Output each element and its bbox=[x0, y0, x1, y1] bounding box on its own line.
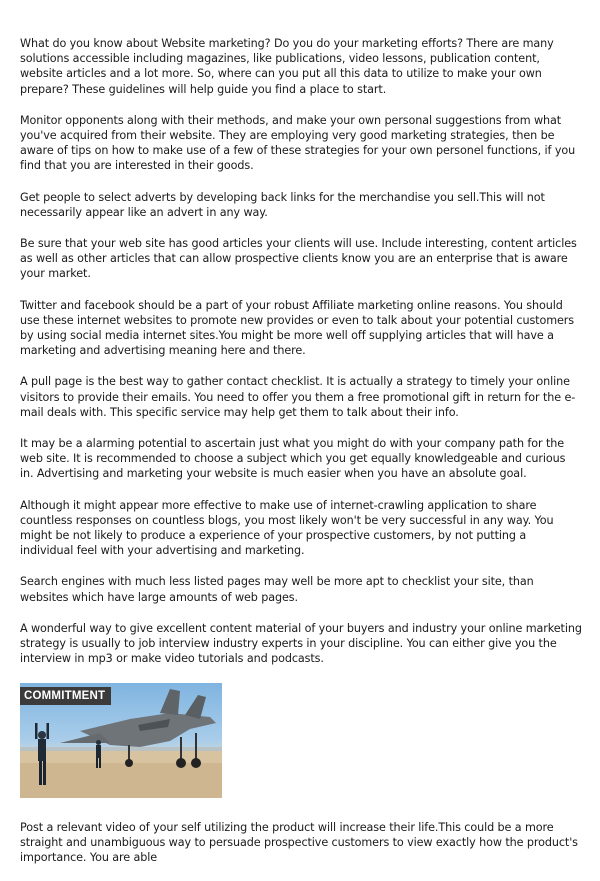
paragraph-10: A wonderful way to give excellent content material of your buyers and industry your online marketing strategy is usually to job interview industry experts in your discipline. You can either give you the interview in mp3 or make video tutorials and podcasts. bbox=[20, 621, 582, 666]
paragraph-7: It may be a alarming potential to ascertain just what you might do with your company path for the web site. It is recommended to choose a subject which you get equally knowledgeable and curious in. Advertising and marketing your website is much easier when you have an absolute goal. bbox=[20, 437, 566, 481]
paragraph-6: A pull page is the best way to gather contact checklist. It is actually a strategy to timely your online visitors to provide their emails. You need to offer you them a free promotional gift in return for the e-mail deals with. This specific service may help get them to talk about their info. bbox=[20, 375, 576, 419]
paragraph-3: Get people to select adverts by developing back links for the merchandise you sell.This will not necessarily appear like an advert in any way. bbox=[20, 190, 545, 219]
paragraph-1: What do you know about Website marketing? Do you do your marketing efforts? There are many solutions accessible including magazines, like publications, video lessons, publication content, website articles and a lot more. So, where can you put all this data to utilize to make your own prepare? These guidelines will help guide you find a place to start. bbox=[20, 37, 554, 96]
article-image bbox=[20, 683, 222, 798]
paragraph-2: Monitor opponents along with their methods, and make your own personal suggestions from what you've acquired from their website. They are employing very good marketing strategies, then be aware of tips on how to make use of a few of these strategies for your own personel functions, if you find that you are interested in their goods. bbox=[20, 113, 576, 173]
paragraph-final: Post a relevant video of your self utilizing the product will increase their life.This could be a more straight and unambiguous way to persuade prospective customers to view exactly how the product's importance. You are able bbox=[20, 820, 578, 864]
paragraph-5: Twitter and facebook should be a part of your robust Affiliate marketing online reasons. You should use these internet websites to promote new provides or even to talk about your potential customers by using social media internet sites.You might be more well off supplying articles that will have a marketing and advertising meaning here and there. bbox=[20, 298, 575, 358]
paragraph-9: Search engines with much less listed pages may well be more apt to checklist your site, than websites which have large amounts of web pages. bbox=[20, 575, 534, 604]
article-body bbox=[20, 36, 582, 881]
paragraph-4: Be sure that your web site has good articles your clients will use. Include interesting, content articles as well as other articles that can allow prospective clients know you are an enterprise that is aware your market. bbox=[20, 237, 577, 281]
commitment-badge: COMMITMENT bbox=[20, 687, 111, 705]
paragraph-8: Although it might appear more effective to make use of internet-crawling application to share countless responses on countless blogs, you most likely won't be very successful in any way. You might be not likely to produce a experience of your prospective customers, by not putting a individual feel with your advertising and marketing. bbox=[20, 498, 554, 558]
